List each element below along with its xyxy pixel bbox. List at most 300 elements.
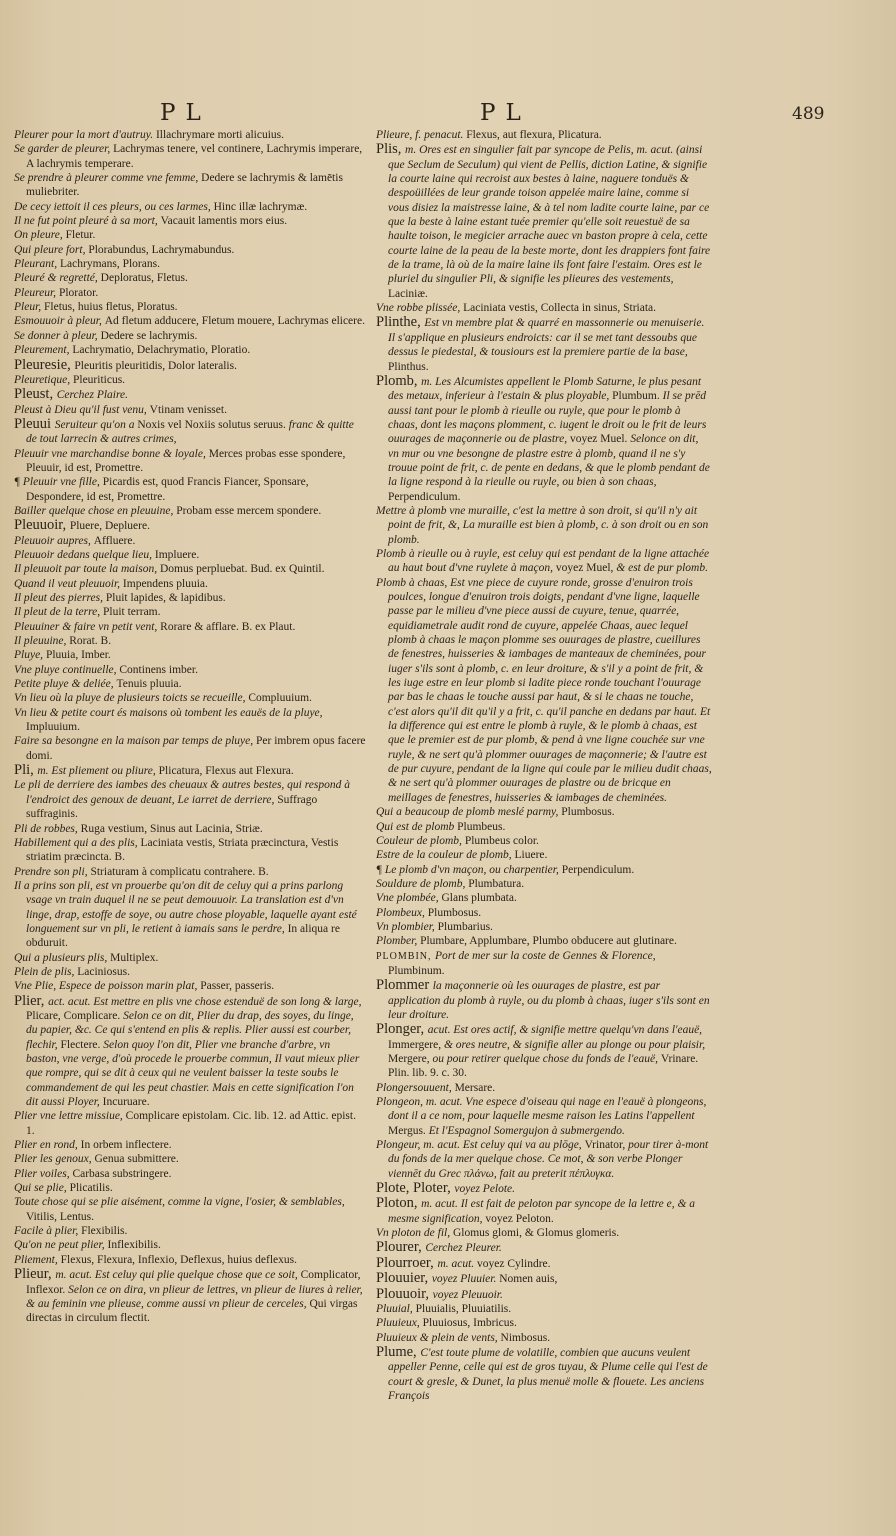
french-text: Il pleuuine,	[14, 635, 70, 648]
latin-equivalent: Pluuiosus, Imbricus.	[422, 1317, 517, 1330]
dictionary-entry	[14, 663, 366, 677]
latin-equivalent: Plumbarius.	[437, 920, 493, 933]
dictionary-entry	[376, 1081, 712, 1095]
french-text: Vne plombée,	[376, 892, 442, 905]
latin-equivalent: Passer, passeris.	[200, 980, 275, 993]
headword: Plier,	[14, 992, 49, 1009]
dictionary-entry	[376, 576, 712, 806]
french-text: De cecy iettoit il ces pleurs, ou ces larmes,	[14, 200, 214, 213]
french-text: Se garder de pleurer,	[14, 143, 114, 156]
dictionary-entry	[376, 1256, 712, 1271]
french-text: voyez Pluuier.	[431, 1273, 500, 1286]
dictionary-entry	[14, 171, 366, 200]
dictionary-entry	[376, 1181, 712, 1196]
french-text: ¶ Pleuuir vne fille,	[14, 476, 103, 489]
latin-equivalent: Mergus.	[388, 1124, 429, 1137]
headword: Plote, Ploter,	[376, 1180, 455, 1197]
dictionary-entry	[14, 128, 366, 142]
headword: Plinthe,	[376, 314, 425, 331]
french-text: Pleuuir vne marchandise bonne & loyale,	[14, 447, 209, 460]
french-text: Cerchez Plaire.	[56, 389, 129, 402]
french-text: Le pli de derriere des iambes des cheuaux & autres bestes, qui respond à l'endroict des genoux de deuant, Le iarret de derriere,	[14, 779, 350, 806]
dictionary-entry	[376, 1240, 712, 1255]
french-text: voyez Pelote.	[454, 1183, 516, 1196]
dictionary-entry	[14, 677, 366, 691]
french-text: Pleust à Dieu qu'il fust venu,	[14, 403, 150, 416]
dictionary-entry	[376, 820, 712, 834]
headword: Pleuresie,	[14, 356, 75, 373]
latin-equivalent: Dedere se lachrymis.	[100, 329, 198, 342]
french-text: Toute chose qui se plie aisément, comme la vigne, l'osier, & semblables,	[14, 1196, 345, 1209]
dictionary-entry	[14, 1238, 366, 1252]
french-text: m. acut. Est celuy qui plie quelque chose que ce soit,	[55, 1269, 301, 1282]
dictionary-entry	[376, 1302, 712, 1316]
latin-equivalent: Nomen auis,	[499, 1273, 558, 1286]
french-text: Qu'on ne peut plier,	[14, 1239, 108, 1252]
french-text: Qui pleure fort,	[14, 243, 89, 256]
dictionary-entry	[14, 965, 366, 979]
dictionary-entry	[14, 548, 366, 562]
dictionary-entry	[14, 403, 366, 417]
french-text: Petite pluye & deliée,	[14, 678, 117, 691]
latin-equivalent: Liuere.	[514, 849, 548, 862]
dictionary-entry	[376, 547, 712, 576]
headword: Plourer,	[376, 1239, 426, 1256]
french-text: Vn lieu & petite court és maisons où tombent les eauës de la pluye,	[14, 706, 323, 719]
left-running-head: PL	[160, 100, 211, 126]
french-text: Facile à plier,	[14, 1225, 82, 1238]
latin-equivalent: Multiplex.	[110, 951, 159, 964]
french-text: Plomb à rieulle ou à ruyle, est celuy qui est pendant de la ligne attachée au haut bout d'vne ruylete à maçon,	[376, 547, 710, 575]
latin-equivalent: Mergere,	[388, 1053, 433, 1065]
latin-equivalent: Tenuis pluuia.	[116, 678, 182, 691]
french-text: Plongersouuent,	[376, 1081, 455, 1094]
french-text: act. acut. Est mettre en plis vne chose estenduë de son long & large,	[48, 995, 362, 1008]
latin-equivalent: Rorat. B.	[69, 635, 112, 648]
french-text: Il se prēd aussi tant pour le plomb à rieulle ou ruyle, que pour le plomb à chaas, dont les maçons plomment, c. iugent le droit ou le frit de leurs ouurages de maçonnerie ou de plastre,	[388, 390, 707, 446]
french-text: Pli de robbes,	[14, 822, 81, 835]
headword: Plommer	[376, 977, 433, 994]
french-text: Plomber,	[376, 935, 421, 948]
french-text: Habillement qui a des plis,	[14, 836, 141, 849]
french-text: la maçonnerie où les ouurages de plastre, est par application du plomb à ruyle, ou du plomb à chaas, iuger s'ils sont en leur droiture.	[388, 980, 710, 1021]
headword: Plourroer,	[376, 1254, 438, 1271]
french-text: Plomb à chaas, Est vne piece de cuyure ronde, grosse d'enuiron trois poulces, longue d'enuiron trois doigts, pendant d'vne ligne, laquelle passe par le milieu d'vne piece aussi de cuyure, tenue, quarrée, equidiametrale audit rond de cuyure, appelée Chaas, auec lequel plomb à chaas le maçon plomme ses ouurages de plastre, cueillures de fenestres, huisseries & iambages de manteaux de cheminées, pour iuger s'ils sont à plomb, c. en leur droiture, & s'il y a point de frit, & les iuge estre en leur plomb si ladite piece ronde touchant l'ouurage par bas le chaas le touche aussi par haut, & si le chaas ne touche, c'est alors qu'il dit qu'il y a frit, c. qu'il panche en dedans par haut. Et la difference qui est entre le plomb à ruyle, & le plomb à chaas, est que le premier est de pur plomb, & pend à vne ligne couchée sur vne ruyle, & ne sert qu'à plommer ouurages de maçonnerie; & l'autre est de pur cuyure, pendant de la ligne qui coule par le milieu dudit chaas, & ne sert qu'à plommer ouurages de plastre ou de bricque en meillages de fenestres, huisseries & iambages de cheminées.	[376, 576, 712, 804]
latin-equivalent: Affluere.	[93, 534, 136, 547]
dictionary-entry	[14, 142, 366, 171]
latin-equivalent: Laciniæ.	[388, 287, 428, 300]
french-text: Pliement,	[14, 1253, 61, 1266]
french-text: m. Ores est en singulier fait par syncope de Pelis, m. acut. (ainsi que Seclum de Seculum) qui vient de Pellis, diction Latine, & signifie la courte laine qui recroist aux bestes à laine, naguere tonduës & despoüillées de leur grande toison appelée maire laine, comme si vous disiez la maistresse laine, & à tel nom ladite courte laine, par ce que la beste à laine estant tuée premier qu'elle soit reuestuë de sa haulte toison, le megicier arrache auec vn baston propre à cela, cette courte laine de la peau de la beste morte, dont les drappiers font faire de la trame, là où de la maire laine ils font faire l'estaim. Ores est le pluriel du singulier Pli, & signifie les plieures des vestements,	[388, 144, 711, 286]
french-text: Plier les genoux,	[14, 1153, 95, 1166]
french-text: Port de mer sur la coste de Gennes & Florence,	[435, 949, 656, 962]
french-text: Souldure de plomb,	[376, 877, 469, 890]
french-text: Plongeur, m. acut. Est celuy qui va au plōge,	[376, 1139, 585, 1152]
latin-equivalent: Perpendiculum.	[388, 490, 461, 503]
latin-equivalent: Incuruare.	[102, 1096, 150, 1109]
latin-equivalent: Plorabundus, Lachrymabundus.	[88, 243, 235, 256]
dictionary-entry	[376, 1022, 712, 1080]
french-text: Pleurement,	[14, 344, 73, 357]
french-text: Qui a plusieurs plis,	[14, 951, 111, 964]
french-text: Se prendre à pleurer comme vne femme,	[14, 172, 202, 185]
dictionary-entry	[376, 834, 712, 848]
french-text: Pleureur,	[14, 286, 59, 299]
dictionary-entry	[14, 778, 366, 821]
latin-equivalent: Nimbosus.	[500, 1331, 551, 1344]
headword: Plieur,	[14, 1266, 56, 1283]
dictionary-entry	[14, 1167, 366, 1181]
latin-equivalent: Pluit lapides, & lapidibus.	[105, 592, 226, 604]
french-text: Plein de plis,	[14, 965, 78, 978]
latin-equivalent: Plicare, Complicare.	[26, 1009, 124, 1022]
latin-equivalent: Lachrymatio, Delachrymatio, Ploratio.	[72, 344, 251, 357]
french-text: C'est toute plume de volatille, combien que aucuns veulent appeller Penne, celle qui est de gros tuyau, & Plume celle qui l'est de court & gresle, & Dunet, la plus menuë molle & flouete. Les anciens François	[388, 1346, 708, 1402]
french-text: ¶ Le plomb d'vn maçon, ou charpentier,	[376, 863, 562, 876]
latin-equivalent: Merces probas esse spondere, Pleuuir, id est, Promettre.	[26, 447, 346, 474]
french-text: Vne robbe plissée,	[376, 302, 464, 315]
dictionary-entry	[14, 822, 366, 836]
french-text: & est de pur plomb.	[616, 562, 708, 575]
headword: Plis,	[376, 141, 406, 158]
latin-equivalent: Pleuriticus.	[72, 373, 126, 386]
latin-equivalent: Pleuritis pleuritidis, Dolor lateralis.	[74, 359, 237, 372]
latin-equivalent: voyez Peloton.	[485, 1212, 554, 1225]
headword: Plouuoir,	[376, 1285, 433, 1302]
dictionary-entry	[14, 534, 366, 548]
dictionary-entry	[14, 865, 366, 879]
french-text: Pluuieux,	[376, 1317, 423, 1330]
dictionary-entry	[376, 1196, 712, 1226]
dictionary-entry	[14, 648, 366, 662]
right-column	[376, 128, 712, 1403]
page-header	[0, 96, 896, 128]
french-text: Mettre à plomb vne muraille, c'est la mettre à son droit, si qu'il n'y ait point de frit, &, La muraille est bien à plomb, c. à son droit ou en son plomb.	[376, 504, 709, 546]
french-text: Il ne fut point pleuré à sa mort,	[14, 215, 161, 228]
french-text: Vn ploton de fil,	[376, 1227, 453, 1240]
latin-equivalent: Probam esse mercem spondere.	[176, 504, 322, 517]
french-text: Pleuuoir dedans quelque lieu,	[14, 548, 155, 561]
dictionary-entry	[14, 1224, 366, 1238]
french-text: voyez Pleuuoir.	[432, 1288, 503, 1301]
french-text: Pleuuoir aupres,	[14, 534, 94, 547]
french-text: Selon ce on dit, Plier du drap, des soyes, du linge, du papier, &c. Ce qui s'entend en plis & replis. Plier aussi est courber, flechir,	[26, 1009, 354, 1051]
french-text: ou pour retirer quelque chose du fonds de l'eauë,	[432, 1053, 661, 1065]
latin-equivalent: Plinthus.	[388, 360, 429, 373]
dictionary-entry	[14, 314, 366, 328]
french-text: Vn plombier,	[376, 920, 438, 933]
dictionary-entry	[376, 374, 712, 504]
french-text: franc & quitte de tout larrecin & autres crimes,	[26, 418, 354, 446]
latin-equivalent: Pluuialis, Pluuiatilis.	[415, 1302, 512, 1315]
latin-equivalent: Inflexibilis.	[107, 1239, 161, 1252]
latin-equivalent: Illachrymare morti alicuius.	[155, 129, 285, 141]
headword: Pleust,	[14, 386, 57, 403]
french-text: Pleuretique,	[14, 373, 73, 386]
french-text: Pluye,	[14, 649, 46, 662]
latin-equivalent: Plicatura, Flexus aut Flexura.	[158, 765, 294, 778]
latin-equivalent: Vrinare. Plin. lib. 9. c. 30.	[388, 1053, 699, 1080]
dictionary-entry	[14, 1181, 366, 1195]
dictionary-entry	[376, 1345, 712, 1403]
latin-equivalent: Plumbeus.	[457, 820, 506, 833]
french-text: Plier vne lettre missiue,	[14, 1110, 126, 1123]
latin-equivalent: Flexus, aut flexura, Plicatura.	[466, 129, 602, 141]
dictionary-entry	[14, 1138, 366, 1152]
dictionary-entry	[14, 1195, 366, 1224]
french-text: Pluuieux & plein de vents,	[376, 1331, 501, 1344]
dictionary-entry	[14, 951, 366, 965]
headword: Pleuui	[14, 415, 55, 432]
french-text: Il pleut de la terre,	[14, 606, 103, 619]
french-text: Plongeon, m. acut. Vne espece d'oiseau qui nage en l'eauë à plongeons, dont il a ce nom, pour laquelle mesme raison les Latins l'appellent	[376, 1096, 707, 1123]
latin-equivalent: Plorator.	[58, 286, 99, 299]
headword: Plume,	[376, 1343, 421, 1360]
dictionary-entry	[376, 1271, 712, 1286]
latin-equivalent: Impendens pluuia.	[122, 577, 208, 590]
french-text: Il pleut des pierres,	[14, 592, 106, 604]
left-column	[14, 128, 366, 1326]
french-text: Et l'Espagnol Somergujon à submergendo.	[428, 1124, 625, 1137]
dictionary-entry	[14, 979, 366, 993]
latin-equivalent: Perpendiculum.	[561, 863, 635, 876]
latin-equivalent: Plumbare, Applumbare, Plumbo obducere aut glutinare.	[420, 935, 677, 948]
dictionary-entry	[376, 1095, 712, 1138]
latin-equivalent: voyez Muel.	[569, 433, 631, 446]
latin-equivalent: Genua submittere.	[94, 1153, 179, 1166]
french-text: Faire sa besongne en la maison par temps de pluye,	[14, 735, 256, 748]
dictionary-entry	[14, 447, 366, 476]
dictionary-entry	[14, 343, 366, 357]
latin-equivalent: Lachrymas tenere, vel continere, Lachrymis imperare, A lachrymis temperare.	[26, 143, 363, 170]
latin-equivalent: Pluit terram.	[103, 606, 161, 619]
french-text: Plieure, f. penacut.	[376, 129, 467, 141]
french-text: Pleurant,	[14, 258, 60, 271]
dictionary-entry	[14, 387, 366, 402]
french-text: Bailler quelque chose en pleuuine,	[14, 504, 177, 517]
french-text: Se donner à pleur,	[14, 329, 101, 342]
latin-equivalent: Dedere se lachrymis & lamētis muliebriter.	[26, 172, 343, 199]
french-text: Cerchez Pleurer.	[425, 1242, 502, 1255]
french-text: Qui se plie,	[14, 1182, 70, 1195]
french-text: m. acut. Il est fait de peloton par syncope de la lettre e, & a mesme signification,	[388, 1198, 696, 1225]
latin-equivalent: Laciniosus.	[77, 965, 130, 978]
latin-equivalent: Vrinator,	[584, 1139, 629, 1152]
dictionary-entry	[14, 591, 366, 605]
latin-equivalent: Fletus, huius fletus, Ploratus.	[44, 301, 178, 314]
dictionary-entry	[14, 373, 366, 387]
dictionary-entry	[14, 577, 366, 591]
french-text: Selonce on dit, vn mur ou vne besongne de plastre estre à plomb, quand il ne s'y trouue point de frit, c. de pente en dedans, & que le plomb pendant de la ligne respond à la rieulle ou ruyle, ou bien à son chaas,	[388, 433, 710, 489]
dictionary-entry	[14, 504, 366, 518]
latin-equivalent: Flexibilis.	[81, 1225, 128, 1238]
dictionary-entry	[376, 877, 712, 891]
dictionary-entry	[14, 329, 366, 343]
dictionary-entry	[14, 836, 366, 865]
dictionary-entry	[14, 879, 366, 951]
french-text: Pluuial,	[376, 1302, 416, 1315]
dictionary-entry	[14, 634, 366, 648]
dictionary-entry	[14, 734, 366, 763]
dictionary-entry	[14, 706, 366, 735]
latin-equivalent: Per imbrem opus facere domi.	[26, 735, 366, 762]
french-text: Est vn membre plat & quarré en massonnerie ou menuiserie. Il s'applique en plusieurs endroicts: car il se met tant dessoubs que dessus le piedestal, & tousiours est la premiere partie de la base,	[388, 317, 705, 359]
french-text: m. Est pliement ou pliure,	[37, 765, 159, 778]
dictionary-entry	[376, 949, 712, 979]
headword: PLOMBIN,	[376, 950, 436, 962]
latin-equivalent: Suffrago suffraginis.	[26, 793, 318, 821]
latin-equivalent: Pluere, Depluere.	[69, 520, 150, 533]
dictionary-entry	[14, 518, 366, 533]
french-text: Quand il veut pleuuoir,	[14, 577, 123, 590]
dictionary-entry	[14, 562, 366, 576]
latin-equivalent: In orbem inflectere.	[80, 1139, 172, 1152]
latin-equivalent: Noxis vel Noxiis solutus seruus.	[137, 418, 289, 431]
latin-equivalent: Glomus glomi, & Glomus glomeris.	[452, 1227, 620, 1240]
dictionary-entry	[14, 1267, 366, 1325]
dictionary-entry	[14, 1253, 366, 1267]
headword: Ploton,	[376, 1195, 422, 1212]
french-text: Il a prins son pli, est vn prouerbe qu'on dit de celuy qui a prins parlong vsage vn train duquel il ne se peut demouuoir. La translation est d'vn linge, drap, estoffe de soye, ou autre chose ployable, laquelle ayant esté longuement sur vn pli, le retient à iamais sans le perdre,	[14, 879, 357, 935]
dictionary-entry	[14, 257, 366, 271]
french-text: Plier voiles,	[14, 1167, 73, 1180]
french-text: Esmouuoir à pleur,	[14, 315, 105, 328]
latin-equivalent: Plumbinum.	[388, 964, 445, 977]
latin-equivalent: Vitilis, Lentus.	[26, 1210, 94, 1223]
dictionary-entry	[14, 605, 366, 619]
latin-equivalent: Vacauit lamentis mors eius.	[160, 215, 288, 228]
latin-equivalent: Pluuia, Imber.	[45, 649, 111, 662]
french-text: Pleuré & regretté,	[14, 272, 101, 285]
french-text: acut. Est ores actif, & signifie mettre quelqu'vn dans l'eauë,	[427, 1024, 703, 1037]
latin-equivalent: Ad fletum adducere, Fletum mouere, Lachrymas elicere.	[104, 315, 365, 328]
dictionary-entry	[376, 1331, 712, 1345]
latin-equivalent: Complicare epistolam. Cic. lib. 12. ad Attic. epist. 1.	[26, 1110, 356, 1137]
dictionary-entry	[14, 417, 366, 447]
latin-equivalent: Mersare.	[454, 1081, 496, 1094]
latin-equivalent: Laciniata vestis, Collecta in sinus, Striata.	[463, 302, 656, 315]
dictionary-entry	[14, 271, 366, 285]
dictionary-entry	[376, 128, 712, 142]
page-number: 489	[792, 104, 825, 124]
dictionary-entry	[14, 286, 366, 300]
headword: Pleuuoir,	[14, 517, 70, 534]
dictionary-entry	[14, 214, 366, 228]
latin-equivalent: Impluuium.	[26, 721, 80, 734]
latin-equivalent: Flexus, Flexura, Inflexio, Deflexus, huius deflexus.	[60, 1253, 297, 1266]
latin-equivalent: Compluuium.	[248, 692, 312, 705]
dictionary-entry	[376, 504, 712, 547]
dictionary-entry	[376, 978, 712, 1022]
dictionary-entry	[376, 891, 712, 905]
latin-equivalent: Striaturam à complicatu contrahere. B.	[90, 865, 269, 878]
dictionary-entry	[14, 994, 366, 1110]
french-text: On pleure,	[14, 229, 66, 242]
latin-equivalent: Qui virgas directas in circulum flectit.	[26, 1297, 358, 1325]
latin-equivalent: Fletur.	[65, 229, 96, 242]
dictionary-entry	[14, 243, 366, 257]
latin-equivalent: Complicator, Inflexor.	[26, 1269, 361, 1296]
latin-equivalent: In aliqua re obduruit.	[26, 922, 340, 950]
french-text: Vn lieu où la pluye de plusieurs toicts se recueille,	[14, 692, 249, 705]
headword: Pli,	[14, 762, 38, 779]
dictionary-entry	[376, 934, 712, 948]
latin-equivalent: Plicatilis.	[69, 1182, 113, 1195]
headword: Plouuier,	[376, 1270, 432, 1287]
latin-equivalent: Carbasa substringere.	[72, 1167, 172, 1180]
latin-equivalent: Immergere,	[388, 1038, 444, 1051]
latin-equivalent: Glans plumbata.	[441, 892, 517, 905]
headword: Plonger,	[376, 1021, 428, 1038]
headword: Plomb,	[376, 372, 422, 389]
latin-equivalent: Plumbosus.	[427, 906, 482, 919]
french-text: Seruiteur qu'on a	[54, 418, 138, 431]
latin-equivalent: Continens imber.	[119, 663, 198, 676]
dictionary-entry	[376, 1138, 712, 1181]
latin-equivalent: Vtinam venisset.	[149, 403, 227, 416]
latin-equivalent: Plumbeus color.	[464, 834, 539, 847]
dictionary-entry	[376, 805, 712, 819]
french-text: Vne pluye continuelle,	[14, 663, 120, 676]
french-text: & ores neutre, & signifie aller au plonge ou pour plaisir,	[443, 1038, 706, 1051]
french-text: m. Les Alcumistes appellent le Plomb Saturne, le plus pesant des metaux, inferieur à l'estain & plus ployable,	[388, 375, 702, 403]
french-text: Selon quoy l'on dit, Plier vne branche d'arbre, vn baston, vne verge, d'où procede le prouerbe commun, Il vaut mieux plier que rompre, qui se dit à ceux qui ne veulent baisser la teste soubs le commandement de qui les peut chastier. Mais en cette signification l'on dit aussi Ployer,	[26, 1038, 360, 1109]
french-text: pour tirer à-mont du fonds de la mer quelque chose. Ce mot, & son verbe Plonger viennēt du Grec πλάνω, fait au preterit πέπλυγκα.	[388, 1139, 709, 1180]
latin-equivalent: Flectere.	[60, 1038, 104, 1051]
latin-equivalent: Domus perpluebat. Bud. ex Quintil.	[159, 563, 325, 576]
french-text: Couleur de plomb,	[376, 834, 465, 847]
latin-equivalent: voyez Cylindre.	[477, 1257, 551, 1270]
dictionary-entry	[376, 920, 712, 934]
dictionary-entry	[376, 315, 712, 373]
dictionary-entry	[14, 620, 366, 634]
dictionary-entry	[376, 1316, 712, 1330]
latin-equivalent: Deploratus, Fletus.	[100, 272, 188, 285]
dictionary-entry	[376, 848, 712, 862]
dictionary-entry	[14, 228, 366, 242]
latin-equivalent: voyez Muel,	[555, 562, 617, 575]
dictionary-entry	[376, 301, 712, 315]
dictionary-entry	[14, 300, 366, 314]
latin-equivalent: Plumbatura.	[468, 877, 525, 890]
french-text: Pleuuiner & faire vn petit vent,	[14, 620, 161, 633]
french-text: Plombeux,	[376, 906, 428, 919]
latin-equivalent: Plumbum.	[612, 390, 663, 403]
french-text: Qui est de plomb	[376, 820, 458, 833]
french-text: Prendre son pli,	[14, 865, 91, 878]
latin-equivalent: Hinc illæ lachrymæ.	[213, 200, 308, 213]
dictionary-entry	[14, 200, 366, 214]
latin-equivalent: Lachrymans, Plorans.	[60, 258, 160, 271]
dictionary-entry	[14, 763, 366, 778]
dictionary-entry	[14, 1152, 366, 1166]
french-text: Plier en rond,	[14, 1139, 81, 1152]
french-text: m. acut.	[437, 1257, 478, 1270]
latin-equivalent: Laciniata vestis, Striata præcinctura, Vestis striatim præcincta. B.	[26, 836, 339, 864]
right-running-head: PL	[480, 100, 531, 126]
dictionary-entry	[376, 1287, 712, 1302]
french-text: Pleur,	[14, 301, 45, 314]
french-text: Pleurer pour la mort d'autruy.	[14, 129, 156, 141]
french-text: Qui a beaucoup de plomb meslé parmy,	[376, 806, 562, 819]
latin-equivalent: Rorare & afflare. B. ex Plaut.	[160, 620, 296, 633]
french-text: Selon ce on dira, vn plieur de lettres, vn plieur de liures à relier, & au feminin vne plieuse, comme aussi vn plieur de cerceles,	[26, 1283, 363, 1310]
dictionary-entry	[14, 1109, 366, 1138]
french-text: Vne Plie, Espece de poisson marin plat,	[14, 980, 201, 993]
french-text: Estre de la couleur de plomb,	[376, 849, 515, 862]
latin-equivalent: Plumbosus.	[561, 806, 615, 819]
dictionary-entry	[14, 358, 366, 373]
